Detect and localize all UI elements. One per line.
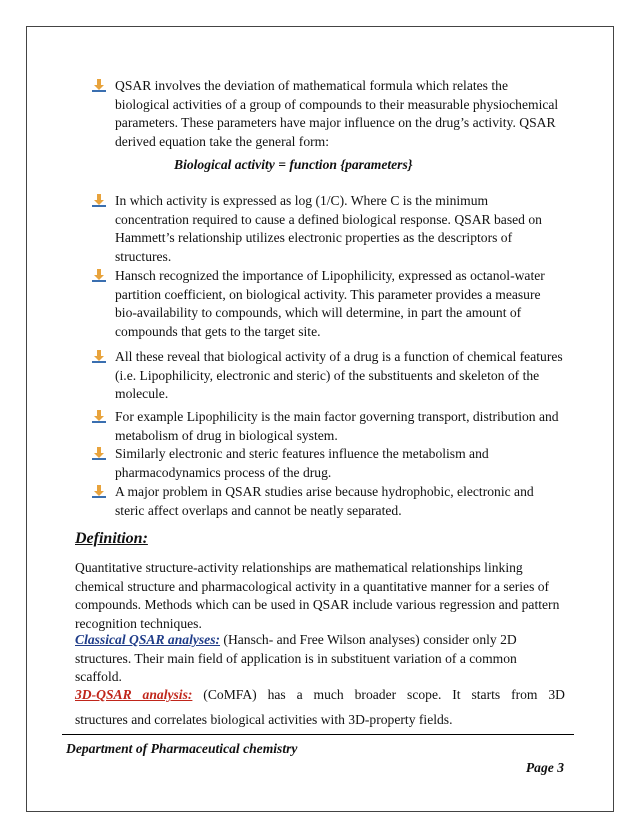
arrow-down-bullet-icon [92, 485, 106, 498]
definition-heading: Definition: [75, 530, 148, 547]
definition-paragraph: Quantitative structure-activity relationships are mathematical relationships linking chemical structure and pharmacological activity in a quantitative manner for a series of compounds. Methods which can be used in QSAR include various regression and pattern recognition techniques. [75, 560, 560, 631]
threed-qsar-line2: structures and correlates biological activities with 3D-property fields. [75, 712, 453, 727]
arrow-down-bullet-icon [92, 447, 106, 460]
arrow-down-bullet-icon [92, 410, 106, 423]
footer-department: Department of Pharmaceutical chemistry [66, 741, 298, 756]
bullet-item: For example Lipophilicity is the main factor governing transport, distribution and metabolism of drug in biological system. [115, 409, 559, 443]
bullet-item: QSAR involves the deviation of mathematical formula which relates the biological activities of a group of compounds to their measurable physiochemical parameters. These parameters have major influence on the drug’s activity. QSAR derived equation take the general form: [115, 78, 559, 149]
classical-qsar-paragraph [75, 631, 565, 687]
classical-qsar-text: (Hansch- and Free Wilson analyses) consider only 2D structures. Their main field of application is in substituent variation of a common scaffold. [75, 632, 517, 685]
threed-qsar-line1 [75, 686, 565, 705]
page-number: Page 3 [525, 760, 564, 775]
threed-qsar-text: (CoMFA) has a much broader scope. It starts from 3D [192, 687, 566, 702]
footer-rule [62, 734, 574, 735]
threed-qsar-label: 3D-QSAR analysis: [75, 687, 193, 702]
arrow-down-bullet-icon [92, 194, 106, 207]
classical-qsar-label: Classical QSAR analyses: [75, 632, 221, 647]
bullet-item: A major problem in QSAR studies arise because hydrophobic, electronic and steric affect overlaps and cannot be neatly separated. [115, 484, 534, 518]
arrow-down-bullet-icon [92, 350, 106, 363]
bullet-item: In which activity is expressed as log (1/C). Where C is the minimum concentration required to cause a defined biological response. QSAR based on Hammett’s relationship utilizes electronic properties as the descriptors of structures. [115, 193, 542, 264]
arrow-down-bullet-icon [92, 269, 106, 282]
bullet-item: Hansch recognized the importance of Lipophilicity, expressed as octanol-water partition coefficient, on biological activity. This parameter provides a measure bio-availability to compounds, which will determine, in part the amount of compounds that gets to the target site. [115, 268, 545, 339]
bullet-item: All these reveal that biological activity of a drug is a function of chemical features (i.e. Lipophilicity, electronic and steric) of the substituents and skeleton of the molecule. [115, 349, 563, 402]
arrow-down-bullet-icon [92, 79, 106, 92]
bullet-item: Similarly electronic and steric features influence the metabolism and pharmacodynamics process of the drug. [115, 446, 489, 480]
general-formula: Biological activity = function {parameters} [174, 157, 413, 172]
